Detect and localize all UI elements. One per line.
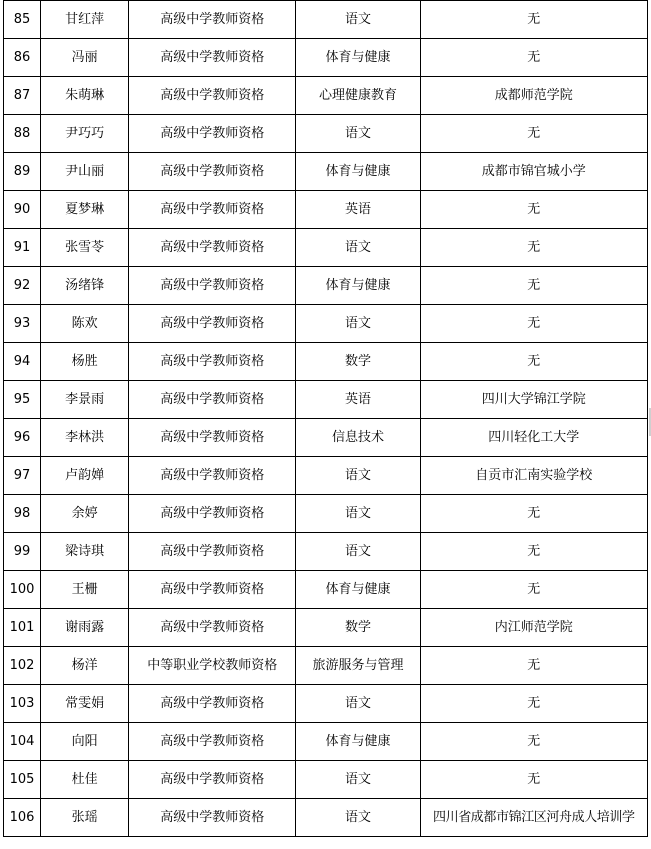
name-cell: 夏梦琳	[41, 191, 129, 229]
row-number-cell: 92	[4, 267, 41, 305]
subject-cell: 数学	[296, 609, 420, 647]
name-cell: 余婷	[41, 495, 129, 533]
name-cell: 李林洪	[41, 419, 129, 457]
qualification-cell: 高级中学教师资格	[129, 571, 296, 609]
name-cell: 张雪苓	[41, 229, 129, 267]
roster-table	[3, 0, 648, 837]
unit-cell: 四川大学锦江学院	[420, 381, 647, 419]
subject-cell: 语文	[296, 229, 420, 267]
name-cell: 常雯娟	[41, 685, 129, 723]
qualification-cell: 高级中学教师资格	[129, 381, 296, 419]
name-cell: 朱萌琳	[41, 77, 129, 115]
table-row	[4, 761, 648, 799]
subject-cell: 数学	[296, 343, 420, 381]
row-number-cell: 100	[4, 571, 41, 609]
table-row	[4, 381, 648, 419]
unit-cell: 无	[420, 191, 647, 229]
table-row	[4, 457, 648, 495]
row-number-cell: 104	[4, 723, 41, 761]
row-number-cell: 86	[4, 39, 41, 77]
row-number-cell: 106	[4, 799, 41, 837]
subject-cell: 体育与健康	[296, 39, 420, 77]
qualification-cell: 高级中学教师资格	[129, 39, 296, 77]
qualification-cell: 高级中学教师资格	[129, 419, 296, 457]
name-cell: 梁诗琪	[41, 533, 129, 571]
row-number-cell: 97	[4, 457, 41, 495]
name-cell: 卢韵婵	[41, 457, 129, 495]
name-cell: 陈欢	[41, 305, 129, 343]
subject-cell: 体育与健康	[296, 571, 420, 609]
row-number-cell: 91	[4, 229, 41, 267]
row-number-cell: 103	[4, 685, 41, 723]
qualification-cell: 高级中学教师资格	[129, 229, 296, 267]
name-cell: 张瑶	[41, 799, 129, 837]
subject-cell: 语文	[296, 305, 420, 343]
row-number-cell: 88	[4, 115, 41, 153]
roster-sheet	[3, 0, 648, 837]
name-cell: 尹巧巧	[41, 115, 129, 153]
qualification-cell: 中等职业学校教师资格	[129, 647, 296, 685]
table-row	[4, 609, 648, 647]
subject-cell: 旅游服务与管理	[296, 647, 420, 685]
unit-cell: 成都市锦官城小学	[420, 153, 647, 191]
unit-cell: 成都师范学院	[420, 77, 647, 115]
unit-cell: 无	[420, 229, 647, 267]
unit-cell: 无	[420, 39, 647, 77]
unit-cell: 无	[420, 685, 647, 723]
row-number-cell: 94	[4, 343, 41, 381]
qualification-cell: 高级中学教师资格	[129, 723, 296, 761]
unit-cell: 四川省成都市锦江区河舟成人培训学	[420, 799, 647, 837]
name-cell: 杨胜	[41, 343, 129, 381]
table-row	[4, 229, 648, 267]
name-cell: 甘红萍	[41, 1, 129, 39]
subject-cell: 英语	[296, 191, 420, 229]
unit-cell: 内江师范学院	[420, 609, 647, 647]
row-number-cell: 99	[4, 533, 41, 571]
name-cell: 王栅	[41, 571, 129, 609]
name-cell: 李景雨	[41, 381, 129, 419]
row-number-cell: 95	[4, 381, 41, 419]
table-row	[4, 267, 648, 305]
subject-cell: 体育与健康	[296, 723, 420, 761]
subject-cell: 语文	[296, 495, 420, 533]
table-row	[4, 647, 648, 685]
table-row	[4, 1, 648, 39]
subject-cell: 语文	[296, 799, 420, 837]
unit-cell: 自贡市汇南实验学校	[420, 457, 647, 495]
table-row	[4, 305, 648, 343]
table-row	[4, 77, 648, 115]
unit-cell: 无	[420, 267, 647, 305]
subject-cell: 心理健康教育	[296, 77, 420, 115]
name-cell: 冯丽	[41, 39, 129, 77]
unit-cell: 无	[420, 1, 647, 39]
qualification-cell: 高级中学教师资格	[129, 761, 296, 799]
qualification-cell: 高级中学教师资格	[129, 457, 296, 495]
row-number-cell: 93	[4, 305, 41, 343]
table-row	[4, 419, 648, 457]
qualification-cell: 高级中学教师资格	[129, 191, 296, 229]
table-row	[4, 495, 648, 533]
table-row	[4, 343, 648, 381]
table-row	[4, 723, 648, 761]
unit-cell: 无	[420, 533, 647, 571]
qualification-cell: 高级中学教师资格	[129, 685, 296, 723]
row-number-cell: 90	[4, 191, 41, 229]
table-row	[4, 685, 648, 723]
unit-cell: 四川轻化工大学	[420, 419, 647, 457]
unit-cell: 无	[420, 647, 647, 685]
subject-cell: 体育与健康	[296, 267, 420, 305]
qualification-cell: 高级中学教师资格	[129, 533, 296, 571]
roster-table-body	[4, 1, 648, 837]
unit-cell: 无	[420, 761, 647, 799]
subject-cell: 语文	[296, 457, 420, 495]
subject-cell: 语文	[296, 1, 420, 39]
row-number-cell: 105	[4, 761, 41, 799]
qualification-cell: 高级中学教师资格	[129, 267, 296, 305]
qualification-cell: 高级中学教师资格	[129, 1, 296, 39]
table-row	[4, 39, 648, 77]
subject-cell: 语文	[296, 533, 420, 571]
unit-cell: 无	[420, 115, 647, 153]
row-number-cell: 98	[4, 495, 41, 533]
name-cell: 杜佳	[41, 761, 129, 799]
name-cell: 尹山丽	[41, 153, 129, 191]
qualification-cell: 高级中学教师资格	[129, 77, 296, 115]
table-row	[4, 571, 648, 609]
qualification-cell: 高级中学教师资格	[129, 609, 296, 647]
unit-cell: 无	[420, 343, 647, 381]
qualification-cell: 高级中学教师资格	[129, 343, 296, 381]
qualification-cell: 高级中学教师资格	[129, 115, 296, 153]
subject-cell: 语文	[296, 115, 420, 153]
row-number-cell: 102	[4, 647, 41, 685]
row-number-cell: 85	[4, 1, 41, 39]
qualification-cell: 高级中学教师资格	[129, 495, 296, 533]
qualification-cell: 高级中学教师资格	[129, 153, 296, 191]
subject-cell: 体育与健康	[296, 153, 420, 191]
table-row	[4, 799, 648, 837]
subject-cell: 信息技术	[296, 419, 420, 457]
name-cell: 谢雨露	[41, 609, 129, 647]
table-row	[4, 115, 648, 153]
unit-cell: 无	[420, 495, 647, 533]
qualification-cell: 高级中学教师资格	[129, 305, 296, 343]
subject-cell: 语文	[296, 761, 420, 799]
table-row	[4, 533, 648, 571]
name-cell: 杨洋	[41, 647, 129, 685]
name-cell: 向阳	[41, 723, 129, 761]
unit-cell: 无	[420, 571, 647, 609]
table-row	[4, 153, 648, 191]
row-number-cell: 101	[4, 609, 41, 647]
row-number-cell: 96	[4, 419, 41, 457]
row-number-cell: 89	[4, 153, 41, 191]
qualification-cell: 高级中学教师资格	[129, 799, 296, 837]
row-number-cell: 87	[4, 77, 41, 115]
name-cell: 汤绪锋	[41, 267, 129, 305]
table-row	[4, 191, 648, 229]
unit-cell: 无	[420, 723, 647, 761]
subject-cell: 语文	[296, 685, 420, 723]
subject-cell: 英语	[296, 381, 420, 419]
unit-cell: 无	[420, 305, 647, 343]
